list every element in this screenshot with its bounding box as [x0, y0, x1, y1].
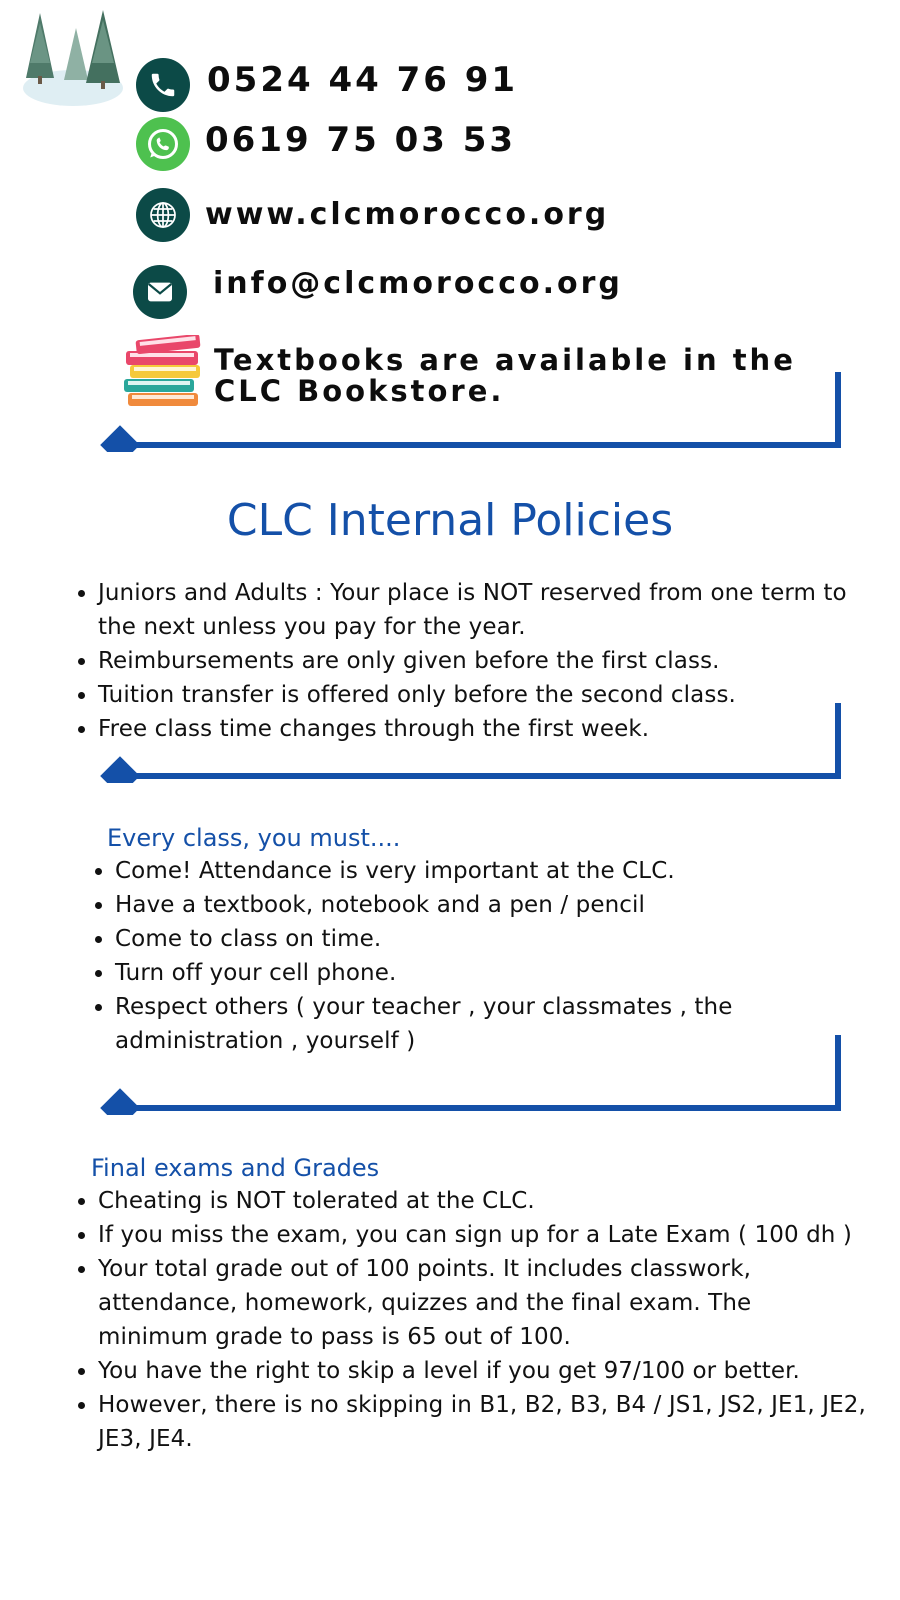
list-item: • Juniors and Adults : Your place is NOT reserved from one term to the next unless you pay for the year.: [98, 576, 858, 644]
pine-trees-illustration: [18, 8, 128, 108]
textbooks-line-1: Textbooks are available in the: [214, 343, 796, 377]
globe-icon: [136, 188, 190, 242]
list-item: • Free class time changes through the first week.: [98, 712, 858, 746]
every-class-heading: Every class, you must....: [107, 824, 401, 852]
whatsapp-number[interactable]: 0619 75 03 53: [205, 120, 517, 160]
list-item: • Come! Attendance is very important at the CLC.: [115, 854, 835, 888]
exams-list: [74, 1184, 868, 1456]
website-link[interactable]: www.clcmorocco.org: [205, 197, 610, 232]
list-item: • Turn off your cell phone.: [115, 956, 835, 990]
textbooks-line-2: CLC Bookstore.: [214, 374, 505, 408]
policies-title: CLC Internal Policies: [226, 495, 674, 546]
section-divider: [100, 1035, 870, 1115]
list-item: • Have a textbook, notebook and a pen / pencil: [115, 888, 835, 922]
email-icon: [133, 265, 187, 319]
section-divider: [100, 372, 870, 452]
list-item: • However, there is no skipping in B1, B2, B3, B4 / JS1, JS2, JE1, JE2, JE3, JE4.: [98, 1388, 868, 1456]
list-item: • Your total grade out of 100 points. It includes classwork, attendance, homework, quizzes and the final exam. The minimum grade to pass is 65 out of 100.: [98, 1252, 868, 1354]
list-item: • You have the right to skip a level if you get 97/100 or better.: [98, 1354, 868, 1388]
section-divider: [100, 703, 870, 783]
whatsapp-icon: [136, 117, 190, 171]
email-link[interactable]: info@clcmorocco.org: [213, 266, 623, 301]
list-item: • If you miss the exam, you can sign up for a Late Exam ( 100 dh ): [98, 1218, 868, 1252]
phone-icon: [136, 58, 190, 112]
list-item: • Tuition transfer is offered only before the second class.: [98, 678, 858, 712]
exams-heading: Final exams and Grades: [91, 1154, 380, 1182]
every-class-list: [91, 854, 835, 1058]
list-item: • Respect others ( your teacher , your classmates , the administration , yourself ): [115, 990, 835, 1058]
list-item: • Cheating is NOT tolerated at the CLC.: [98, 1184, 868, 1218]
phone-number[interactable]: 0524 44 76 91: [207, 60, 519, 100]
list-item: • Reimbursements are only given before the first class.: [98, 644, 858, 678]
list-item: • Come to class on time.: [115, 922, 835, 956]
